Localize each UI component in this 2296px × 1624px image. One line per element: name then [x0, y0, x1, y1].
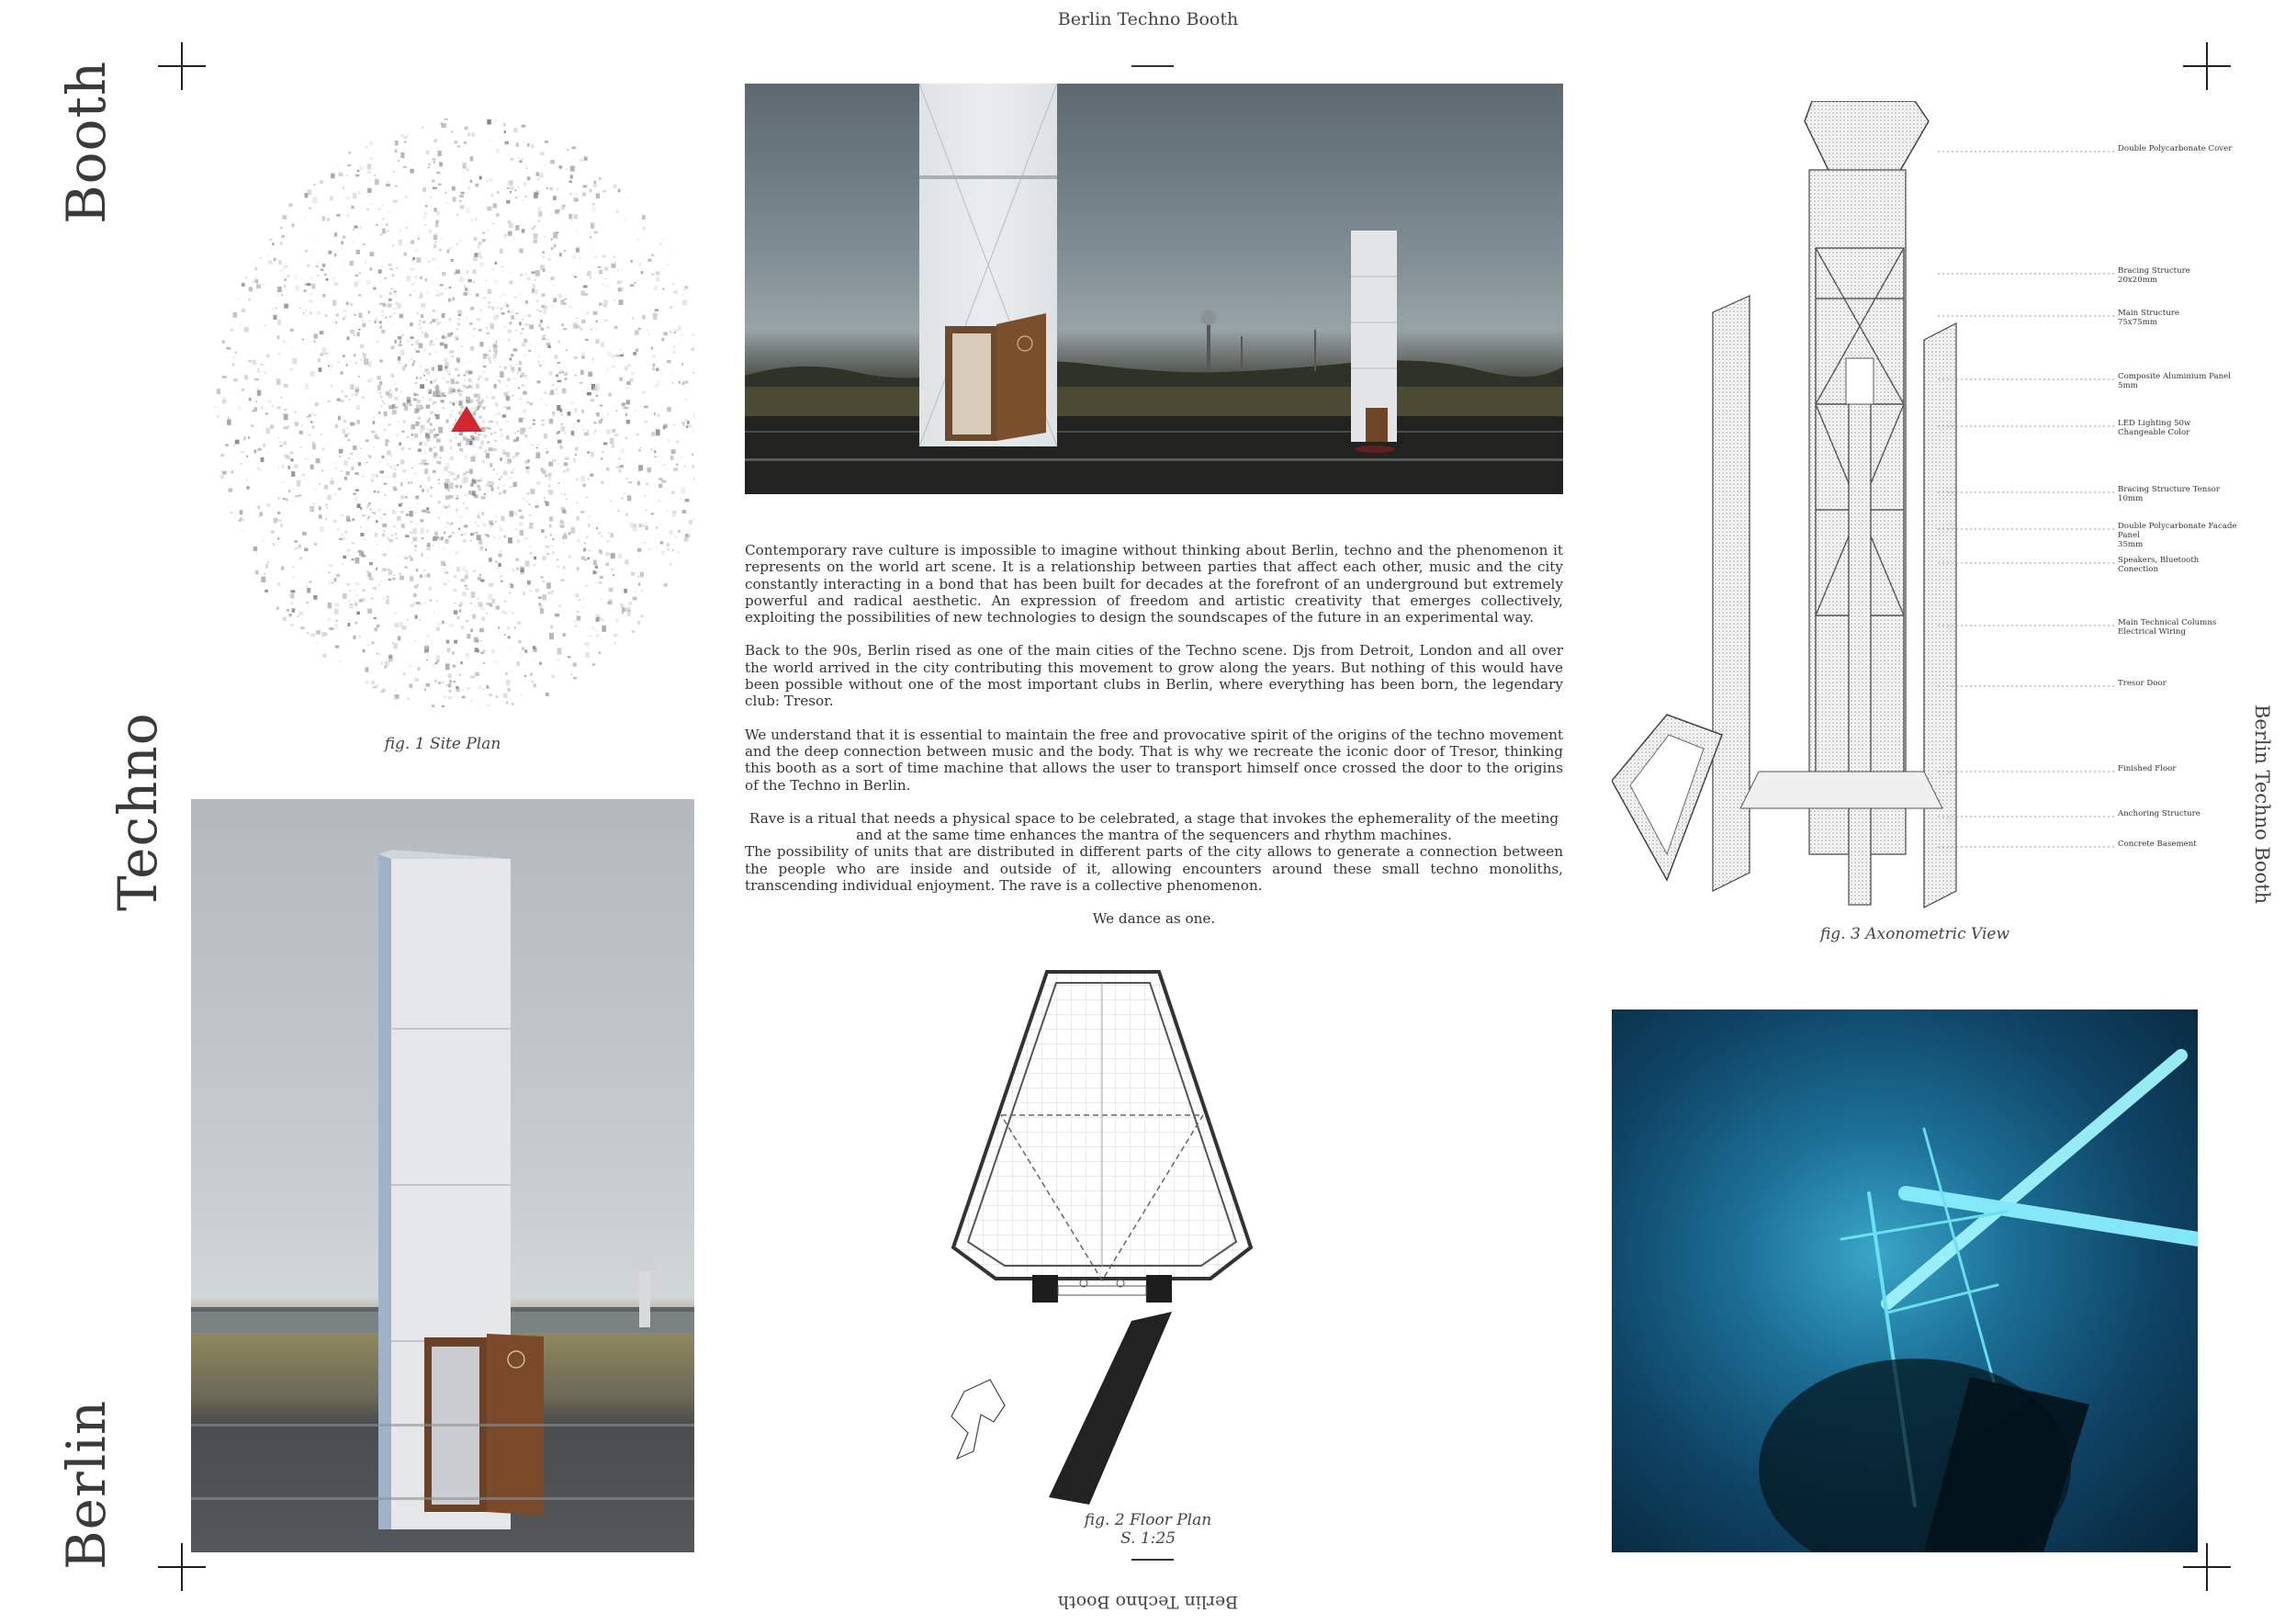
site-plan-map: [191, 83, 694, 707]
axon-label-facade: [2118, 522, 2242, 549]
render-top-svg: [745, 84, 1563, 494]
axon-label-tensor: [2118, 485, 2242, 503]
axon-label-basement: [2118, 840, 2242, 849]
axon-label-line: Electrical Wiring: [2118, 627, 2186, 637]
axon-label-line: Bracing Structure: [2118, 266, 2190, 276]
axonometric-leader-lines: [1938, 92, 2122, 873]
axon-label-line: 35mm: [2118, 540, 2144, 549]
axon-label-line: Tresor Door: [2118, 679, 2167, 688]
paragraph-4a: Rave is a ritual that needs a physical space to be celebrated, a stage that invokes the ephemerality of the meeting and at the same time enhances the mantra of the sequencers and rhythm machines.: [748, 809, 1559, 844]
axon-label-cover: [2118, 144, 2242, 153]
axon-label-line: 20x20mm: [2118, 276, 2158, 285]
axon-label-line: Anchoring Structure: [2118, 809, 2200, 818]
axon-label-main: [2118, 309, 2242, 327]
axon-label-line: Composite Aluminium Panel: [2118, 372, 2231, 381]
axon-label-line: Bracing Structure Tensor: [2118, 485, 2220, 494]
axon-label-line: Main Technical Columns: [2118, 618, 2217, 627]
axon-label-line: Speakers, Bluetooth Conection: [2118, 556, 2200, 574]
axon-label-floor: [2118, 764, 2242, 773]
axon-label-line: 75x75mm: [2118, 318, 2158, 327]
axon-label-led: [2118, 419, 2242, 437]
render-left-svg: [191, 799, 694, 1552]
title-word-booth: Booth: [55, 60, 118, 224]
site-plan-svg: [191, 83, 694, 707]
floor-plan-svg: [909, 955, 1295, 1525]
axon-label-bracing: [2118, 266, 2242, 285]
interior-image-tunnel: [1612, 1009, 2198, 1552]
axon-label-speakers: [2118, 556, 2242, 574]
footer-title: Berlin Techno Booth: [1057, 1592, 1239, 1612]
floor-plan-caption-title: fig. 2 Floor Plan: [1084, 1511, 1212, 1529]
paragraph-2: Back to the 90s, Berlin rised as one of the main cities of the Techno scene. Djs from Detroit, London and all over the world arrived in the city contributing this movement to grow along the years. But nothing of this would have been possible without one of the most important clubs in Berlin, where everything has been born, the legendary club: Tresor.: [745, 642, 1563, 710]
site-plan-caption: fig. 1 Site Plan: [384, 735, 501, 753]
render-image-tempelhof-view: [745, 84, 1563, 494]
axonometric-drawing: [1612, 101, 1961, 909]
axon-label-line: Finished Floor: [2118, 764, 2177, 773]
floor-plan-caption: [1010, 1511, 1286, 1548]
axon-label-panel: [2118, 372, 2242, 390]
axon-label-line: Concrete Basement: [2118, 840, 2197, 849]
side-title: Berlin Techno Booth: [2251, 705, 2273, 905]
title-word-berlin: Berlin: [55, 1399, 118, 1570]
tunnel-svg: [1612, 1009, 2198, 1552]
footer-rule: [1131, 1559, 1174, 1561]
axonometric-svg: [1612, 101, 1961, 909]
paragraph-3: We understand that it is essential to maintain the free and provocative spirit of the origins of the techno movement and the deep connection between music and the body. That is why we recreate the iconic door of Tresor, thinking this booth as a sort of time machine that allows the user to transport himself once crossed the door to the origins of the Techno in Berlin.: [745, 726, 1563, 794]
paragraph-4b: The possibility of units that are distributed in different parts of the city allows to generate a connection between the people who are inside and outside of it, allowing encounters around these small techno monoliths, transcending individual enjoyment. The rave is a collective phenomenon.: [745, 843, 1563, 895]
axon-label-door: [2118, 679, 2242, 688]
project-description: [745, 542, 1563, 944]
paragraph-5: We dance as one.: [1092, 910, 1216, 928]
header-title: Berlin Techno Booth: [1057, 9, 1239, 29]
floor-plan-caption-scale: S. 1:25: [1120, 1529, 1176, 1548]
axon-label-anchoring: [2118, 809, 2242, 818]
axonometric-caption: fig. 3 Axonometric View: [1819, 925, 2010, 943]
axon-label-line: 10mm: [2118, 494, 2144, 503]
axonometric-label-column: [1938, 92, 2241, 873]
floor-plan-drawing: [909, 955, 1295, 1525]
axon-label-line: Double Polycarbonate Facade: [2118, 522, 2237, 531]
axon-label-line: Changeable Color: [2118, 428, 2190, 437]
header-rule: [1131, 65, 1174, 67]
axon-label-columns: [2118, 618, 2242, 637]
render-image-monolith: [191, 799, 694, 1552]
axon-label-line: Double Polycarbonate Cover: [2118, 144, 2233, 153]
paragraph-1: Contemporary rave culture is impossible to imagine without thinking about Berlin, techno and the phenomenon it represents on the world art scene. It is a relationship between parties that affect each other, music and the city constantly interacting in a bond that has been built for decades at the forefront of an underground but extremely powerful and radical aesthetic. An expression of freedom and artistic creativity that emerges collectively, exploiting the possibilities of new technologies to design the soundscapes of the future in an experimental way.: [745, 542, 1563, 626]
axon-label-line: Main Structure: [2118, 309, 2179, 318]
title-word-techno: Techno: [107, 712, 169, 911]
axon-label-line: 5mm: [2118, 381, 2138, 390]
axon-label-line: Panel: [2118, 531, 2140, 540]
crop-mark-top-right: [2183, 42, 2231, 90]
axon-label-line: LED Lighting 50w: [2118, 419, 2191, 428]
